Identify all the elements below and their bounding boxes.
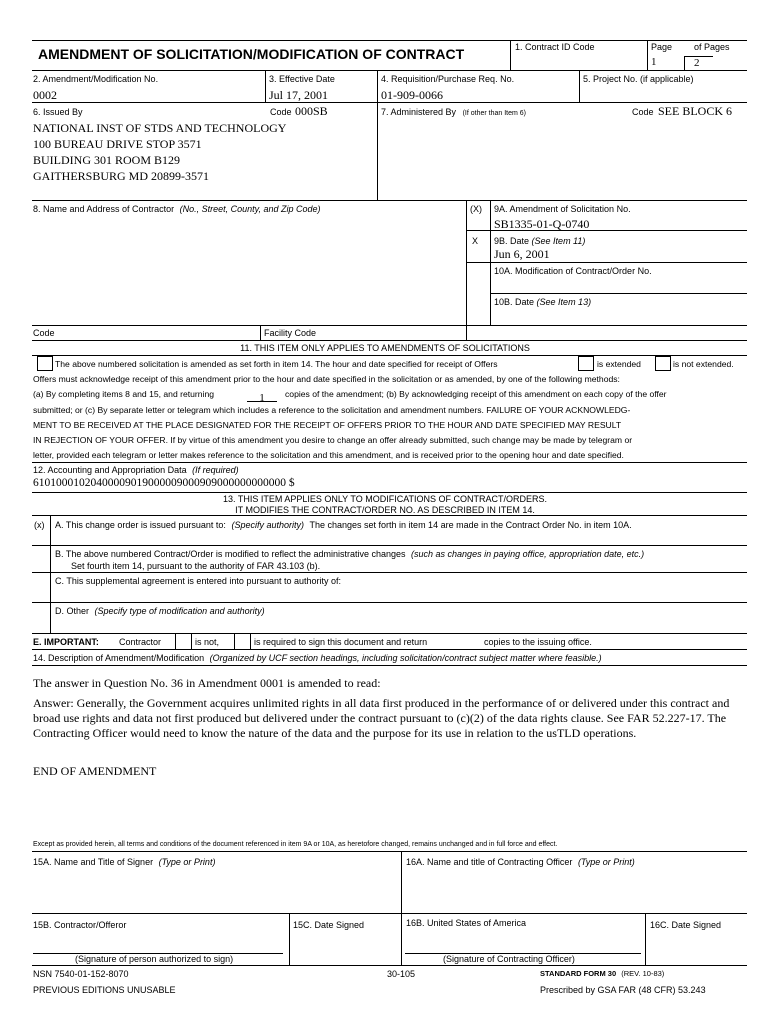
15a-label-note: (Type or Print) [158, 857, 216, 867]
administered-by-label [381, 107, 526, 117]
item14-paragraph-2: Answer: Generally, the Government acquires unlimited rights in all data first produced in the performance of or delivered under this contract and broad use rights and data not first produced but delivered under the contract pursuant to (c)(2) of the data rights clause. See FAR 52.227-17. The Contracting Officer would need to know the nature of the data and the purpose for its use in relation to the usTLD operations. [33, 696, 730, 740]
10b-label-note: (See Item 13) [536, 297, 592, 307]
item13b-text [55, 549, 644, 559]
divider [32, 851, 747, 852]
divider [260, 325, 261, 340]
copies-value: 1 [259, 392, 265, 404]
16a-label [406, 857, 635, 867]
contractor-label-text: 8. Name and Address of Contractor [33, 204, 175, 214]
effective-date-label: 3. Effective Date [269, 74, 335, 84]
not-extended-checkbox[interactable] [655, 356, 671, 371]
copies-issuing-text: copies to the issuing office. [484, 637, 592, 647]
divider [289, 913, 290, 965]
divider [377, 70, 378, 200]
item13-heading2: IT MODIFIES THE CONTRACT/ORDER NO. AS DESCRIBED IN ITEM 14. [235, 505, 535, 515]
divider [32, 515, 747, 516]
item11-line6: IN REJECTION OF YOUR OFFER. If by virtue of this amendment you desire to change an offer already submitted, such change may be made by telegram or [33, 435, 633, 445]
divider [32, 200, 747, 201]
item14-label-note: (Organized by UCF section headings, including solicitation/contract subject matter where feasible.) [209, 653, 602, 663]
of-pages-label: of Pages [694, 42, 730, 52]
is-required-text: is required to sign this document and return [254, 637, 428, 647]
previous-editions: PREVIOUS EDITIONS UNUSABLE [33, 985, 176, 995]
form-title: AMENDMENT OF SOLICITATION/MODIFICATION OF CONTRACT [38, 46, 465, 62]
address-line: NATIONAL INST OF STDS AND TECHNOLOGY [33, 121, 287, 135]
divider [647, 40, 648, 70]
signature-caption-contractor: (Signature of person authorized to sign) [75, 954, 234, 964]
except-clause: Except as provided herein, all terms and conditions of the document referenced in item 9A or 10A, as heretofore changed, remains unchanged and in full force and effect. [33, 841, 558, 848]
page-label: Page [651, 42, 673, 52]
divider [579, 70, 580, 102]
divider [490, 293, 747, 294]
divider [32, 340, 747, 341]
page-value: 1 [651, 56, 657, 68]
item13d-text [55, 606, 265, 616]
divider [32, 665, 747, 666]
9a-label: 9A. Amendment of Solicitation No. [494, 204, 631, 214]
divider [50, 515, 51, 633]
divider [32, 355, 747, 356]
item11-line7: letter, provided each telegram or letter makes reference to the solicitation and this amendment, and is received prior to the opening hour and date specified. [33, 450, 624, 460]
standard-form [540, 969, 664, 978]
item14-paragraph-1: The answer in Question No. 36 in Amendment 0001 is amended to read: [33, 676, 381, 690]
15b-label: 15B. Contractor/Offeror [33, 920, 127, 930]
item14-paragraph-3: END OF AMENDMENT [33, 764, 157, 778]
item13a-label2: The changes set forth in item 14 are made in the Contract Order No. in item 10A. [309, 520, 632, 530]
divider [32, 325, 747, 326]
16b-label: 16B. United States of America [406, 918, 527, 928]
9a-value: SB1335-01-Q-0740 [494, 217, 590, 231]
9b-label [494, 236, 585, 246]
item13a-note: (Specify authority) [231, 520, 304, 530]
item11-checkbox[interactable] [37, 356, 53, 371]
9b-value: Jun 6, 2001 [494, 247, 550, 261]
item12-label [33, 465, 239, 475]
effective-date-value: Jul 17, 2001 [269, 88, 329, 102]
of-pages-box [684, 56, 713, 70]
standard-form-rev: (REV. 10-83) [621, 969, 665, 978]
requisition-value: 01-909-0066 [381, 88, 443, 102]
of-pages-value: 2 [694, 57, 700, 69]
contract-id-label: 1. Contract ID Code [515, 42, 595, 52]
divider [401, 851, 402, 965]
item12-value: 61010001020400009019000009000909000000000000 $ [33, 477, 295, 489]
address-line: BUILDING 301 ROOM B129 [33, 153, 180, 167]
is-not-text: is not, [195, 637, 220, 647]
issued-by-code-label: Code [270, 107, 292, 117]
form-number: 30-105 [387, 969, 416, 979]
10b-label-text: 10B. Date [494, 297, 535, 307]
item14-label-text: 14. Description of Amendment/Modification [33, 653, 205, 663]
issued-by-label: 6. Issued By [33, 107, 83, 117]
amendment-no-value: 0002 [33, 88, 57, 102]
divider [466, 262, 747, 263]
administered-code-value: SEE BLOCK 6 [658, 104, 733, 118]
contractor-label-note: (No., Street, County, and Zip Code) [179, 204, 321, 214]
divider [234, 633, 235, 649]
item13b-label: B. The above numbered Contract/Order is modified to reflect the administrative changes [55, 549, 406, 559]
item11-line5: MENT TO BE RECEIVED AT THE PLACE DESIGNATED FOR THE RECEIPT OF OFFERS PRIOR TO THE HOUR AND DATE SPECIFIED MAY RESULT [33, 420, 622, 430]
divider [510, 40, 511, 70]
signature-caption-officer: (Signature of Contracting Officer) [443, 954, 575, 964]
item11-line1: The above numbered solicitation is amended as set forth in item 14. The hour and date specified for receipt of Offers [55, 359, 498, 369]
item11-heading: 11. THIS ITEM ONLY APPLIES TO AMENDMENTS OF SOLICITATIONS [240, 343, 530, 353]
amendment-no-label: 2. Amendment/Modification No. [33, 74, 159, 84]
standard-form-name: STANDARD FORM 30 [540, 969, 617, 978]
item13b-text2: Set fourth item 14, pursuant to the authority of FAR 43.103 (b). [71, 561, 321, 571]
contractor-text: Contractor [119, 637, 162, 647]
item13d-label: D. Other [55, 606, 90, 616]
9b-checkmark[interactable]: X [472, 236, 479, 246]
divider [32, 649, 747, 650]
16c-label: 16C. Date Signed [650, 920, 722, 930]
item13b-note: (such as changes in paying office, appropriation date, etc.) [411, 549, 645, 559]
issued-by-code-value: 000SB [295, 104, 328, 118]
project-no-label: 5. Project No. (if applicable) [583, 74, 694, 84]
item12-label-note: (If required) [192, 465, 239, 475]
divider [32, 545, 747, 546]
divider [32, 913, 747, 914]
administered-code-label: Code [632, 107, 654, 117]
divider [32, 70, 747, 71]
15a-label [33, 857, 215, 867]
item13c-text: C. This supplemental agreement is entered into pursuant to authority of: [55, 576, 341, 586]
important-label: E. IMPORTANT: [33, 637, 99, 647]
contractor-label [33, 204, 321, 214]
divider [466, 200, 467, 340]
divider [191, 633, 192, 649]
item11-line2: Offers must acknowledge receipt of this amendment prior to the hour and date specified in the solicitation or as amended, by one of the following methods: [33, 374, 620, 384]
item13-x-header: (x) [34, 520, 45, 530]
extended-checkbox[interactable] [578, 356, 594, 371]
divider [645, 913, 646, 965]
item11-line4: submitted; or (c) By separate letter or telegram which includes a reference to the solicitation and amendment numbers. FAILURE OF YOUR ACKNOWLEDG- [33, 405, 631, 415]
copies-field[interactable] [247, 388, 277, 402]
10a-label: 10A. Modification of Contract/Order No. [494, 266, 652, 276]
15c-label: 15C. Date Signed [293, 920, 365, 930]
divider [175, 633, 176, 649]
15a-label-text: 15A. Name and Title of Signer [33, 857, 154, 867]
item13a-text [55, 520, 632, 530]
9b-label-text: 9B. Date [494, 236, 530, 246]
address-line: 100 BUREAU DRIVE STOP 3571 [33, 137, 202, 151]
9b-label-note: (See Item 11) [531, 236, 586, 246]
divider [32, 965, 747, 966]
item11-line3b: copies of the amendment; (b) By acknowledging receipt of this amendment on each copy of the offer [285, 389, 667, 399]
item14-label [33, 653, 602, 663]
prescribed-by: Prescribed by GSA FAR (48 CFR) 53.243 [540, 985, 706, 995]
item13-heading1: 13. THIS ITEM APPLIES ONLY TO MODIFICATIONS OF CONTRACT/ORDERS. [222, 494, 548, 504]
issued-by-address [33, 120, 286, 184]
divider [32, 492, 747, 493]
address-line: GAITHERSBURG MD 20899-3571 [33, 169, 210, 183]
divider [265, 70, 266, 102]
contractor-code-label: Code [33, 328, 55, 338]
16a-label-note: (Type or Print) [577, 857, 635, 867]
item13d-note: (Specify type of modification and authority) [94, 606, 265, 616]
item13a-label: A. This change order is issued pursuant to: [55, 520, 226, 530]
divider [32, 633, 747, 634]
nsn-number: NSN 7540-01-152-8070 [33, 969, 129, 979]
not-extended-label: is not extended. [673, 359, 734, 369]
extended-label: is extended [597, 359, 641, 369]
requisition-label: 4. Requisition/Purchase Req. No. [381, 74, 515, 84]
10b-label [494, 297, 591, 307]
divider [250, 633, 251, 649]
administered-by-note: (If other than Item 6) [462, 110, 526, 117]
form-top-border [32, 40, 747, 41]
item11-line3a: (a) By completing items 8 and 15, and returning [33, 389, 215, 399]
16a-label-text: 16A. Name and title of Contracting Officer [406, 857, 573, 867]
block9-x-header: (X) [470, 204, 482, 214]
divider [32, 572, 747, 573]
facility-code-label: Facility Code [264, 328, 317, 338]
administered-by-text: 7. Administered By [381, 107, 457, 117]
item12-label-text: 12. Accounting and Appropriation Data [33, 465, 187, 475]
divider [32, 602, 747, 603]
